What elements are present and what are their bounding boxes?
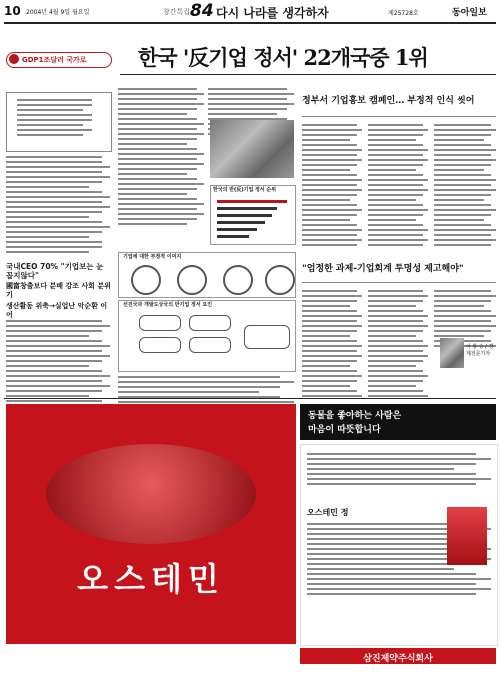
chart-1-bar: [217, 200, 287, 203]
masthead-rule: [4, 22, 496, 24]
chart-1-title: 한국의 반(反)기업 정서 순위: [213, 187, 277, 193]
headline-rule: [120, 74, 496, 75]
chart-2-circle: [131, 265, 161, 295]
ad-brand-panel: [6, 404, 296, 644]
issue-title: 다시 나라를 생각하자: [216, 6, 329, 20]
ad-product-box: [447, 507, 487, 565]
issue-date: 2004년 4월 9일 월요일: [26, 9, 90, 16]
chart-3-node: [139, 337, 181, 353]
globe-icon: [9, 54, 19, 64]
right-headline: 정부서 기업홍보 캠페인… 부정적 인식 씻어: [302, 96, 475, 106]
ad-banner: 동물을 좋아하는 사람은 마음이 따뜻합니다: [300, 404, 496, 440]
ad-separator: [4, 398, 496, 399]
quote-rule: [302, 282, 496, 283]
author-photo: [440, 338, 464, 368]
left-column-text: [6, 156, 110, 256]
quote-headline: "엄정한 과제-기업회계 투명성 제고해야": [302, 264, 464, 274]
chart-3-node: [139, 315, 181, 331]
ad-company-bar: [300, 648, 496, 664]
right-column-text-3: [434, 124, 496, 249]
right-headline-rule: [302, 116, 496, 117]
chart-1: [210, 185, 296, 245]
ad-product-title: 오스테민 정: [307, 508, 349, 517]
left-headline-2: 國富창출보다 분배 강조 사회 분위기: [6, 282, 111, 299]
chart-1-bar: [217, 235, 249, 238]
news-photo: [210, 120, 294, 178]
right-column-text: [302, 124, 362, 249]
chart-1-bar: [217, 221, 265, 224]
quote-text-2: [368, 290, 428, 400]
section-label: 창간특집: [163, 8, 191, 16]
chart-2: [118, 252, 296, 298]
chart-2-title: 기업에 대한 부정적 이미지: [123, 254, 182, 260]
chart-2-circle: [223, 265, 253, 295]
issue-number: 84: [190, 1, 214, 21]
newspaper-name: 동아일보: [452, 8, 487, 18]
ad-product-panel: [300, 444, 498, 646]
chart-3-node: [189, 337, 231, 353]
chart-2-circle: [265, 265, 295, 295]
right-column-text-2: [368, 124, 428, 249]
chart-3: [118, 300, 296, 372]
series-logo: GDP1조달러 국가로: [6, 52, 112, 68]
chart-1-bar: [217, 228, 257, 231]
page-number: 10: [4, 4, 21, 18]
quote-text: [302, 290, 362, 400]
ad-product-text: [307, 453, 491, 488]
left-headline-1: 국내CEO 70% "기업보는 눈 꼽지않다": [6, 262, 104, 280]
chart-1-bar: [217, 214, 272, 217]
chart-3-title: 선진국과 개발도상국의 반기업 정서 요인: [123, 302, 213, 308]
chart-3-node: [189, 315, 231, 331]
chart-3-node: [244, 325, 290, 349]
ad-graphic: [46, 444, 256, 544]
left-headline-3: 생산활동 위축→실업난 악순환 이어: [6, 302, 108, 319]
center-column-text: [118, 88, 204, 228]
chart-1-bar: [217, 207, 277, 210]
chart-2-circle: [177, 265, 207, 295]
main-headline: 한국 '反기업 정서' 22개국중 1위: [138, 45, 428, 70]
issue-index: 제25728호: [388, 10, 419, 17]
author-byline: 이 홍 승 / 경제전문기자: [466, 344, 494, 357]
ad-brand-name: 오스테민: [77, 560, 225, 598]
series-index-box: [6, 92, 112, 152]
ad-company-name: 삼진제약주식회사: [363, 654, 433, 664]
